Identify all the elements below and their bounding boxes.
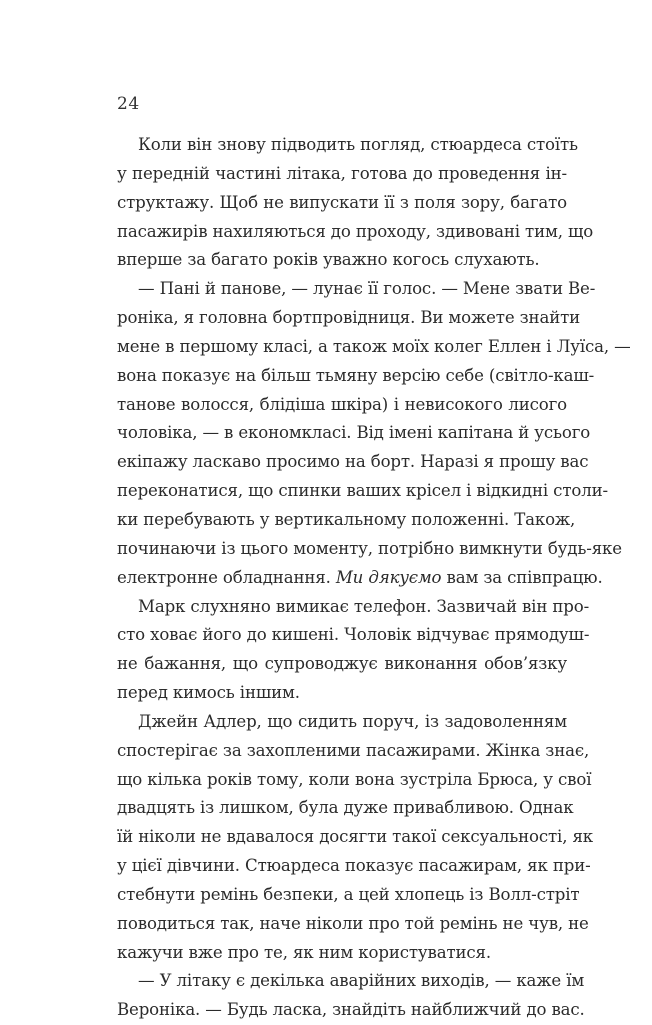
text-line: структажу. Щоб не випускати її з поля зору, багато [117, 192, 567, 212]
text-line: чоловіка, — в економкласі. Від імені капітана й усього [117, 423, 591, 443]
text-line: у передній частині літака, готова до проведення ін- [117, 163, 567, 183]
text-line: Джейн Адлер, що сидить поруч, із задоволенням [138, 711, 567, 731]
text-line: не бажання, що супроводжує виконання обов’язку [117, 654, 567, 674]
text-line: поводиться так, наче ніколи про той ремінь не чув, не [117, 913, 589, 933]
text-line: Марк слухняно вимикає телефон. Зазвичай він про- [138, 596, 590, 616]
text-line: переконатися, що спинки ваших крісел і відкидні столи- [117, 481, 608, 501]
emphasis-text: Ми [335, 567, 364, 587]
emphasis-text: дякуємо [368, 567, 442, 587]
text-line: вперше за багато років уважно когось слухають. [117, 250, 540, 270]
text-line: перед кимось іншим. [117, 683, 300, 703]
text-line: пасажирів нахиляються до проходу, здивовані тим, що [117, 221, 594, 241]
text-segment: електронне обладнання. [117, 567, 336, 587]
text-line: вона показує на більш тьмяну версію себе (світло-каш- [117, 365, 595, 385]
text-line: починаючи із цього моменту, потрібно вимкнути будь-яке [117, 538, 622, 558]
text-line-with-emphasis [117, 564, 603, 593]
text-line: мене в першому класі, а також моїх колег Еллен і Луїса, — [117, 336, 631, 356]
text-line: що кілька років тому, коли вона зустріла Брюса, у свої [117, 769, 592, 789]
body-text [117, 131, 631, 1025]
text-line: двадцять із лишком, була дуже привабливою. Однак [117, 798, 574, 818]
text-line: Вероніка. — Будь ласка, знайдіть найближчий до вас. [117, 1000, 585, 1020]
text-line: сто ховає його до кишені. Чоловік відчуває прямодуш- [117, 625, 590, 645]
text-line: їй ніколи не вдавалося досягти такої сексуальності, як [117, 827, 593, 847]
text-line: — Пані й панове, — лунає її голос. — Мене звати Ве- [138, 279, 596, 299]
page-number: 24 [117, 94, 140, 114]
text-line: у цієї дівчини. Стюардеса показує пасажирам, як при- [117, 856, 591, 876]
text-line: ки перебувають у вертикальному положенні. Також, [117, 509, 576, 529]
text-line: кажучи вже про те, як ним користуватися. [117, 942, 492, 962]
text-line: Коли він знову підводить погляд, стюардеса стоїть [138, 135, 578, 154]
text-line: спостерігає за захопленими пасажирами. Жінка знає, [117, 740, 590, 760]
text-line: роніка, я головна бортпровідниця. Ви можете знайти [117, 308, 581, 328]
text-line: — У літаку є декілька аварійних виходів, — каже їм [138, 971, 585, 991]
text-line: танове волосся, блідіша шкіра) і невисокого лисого [117, 394, 567, 414]
text-segment: вам за співпрацю. [441, 567, 603, 587]
text-line: стебнути ремінь безпеки, а цей хлопець із Волл-стріт [117, 884, 580, 904]
text-line: екіпажу ласкаво просимо на борт. Наразі я прошу вас [117, 452, 589, 472]
